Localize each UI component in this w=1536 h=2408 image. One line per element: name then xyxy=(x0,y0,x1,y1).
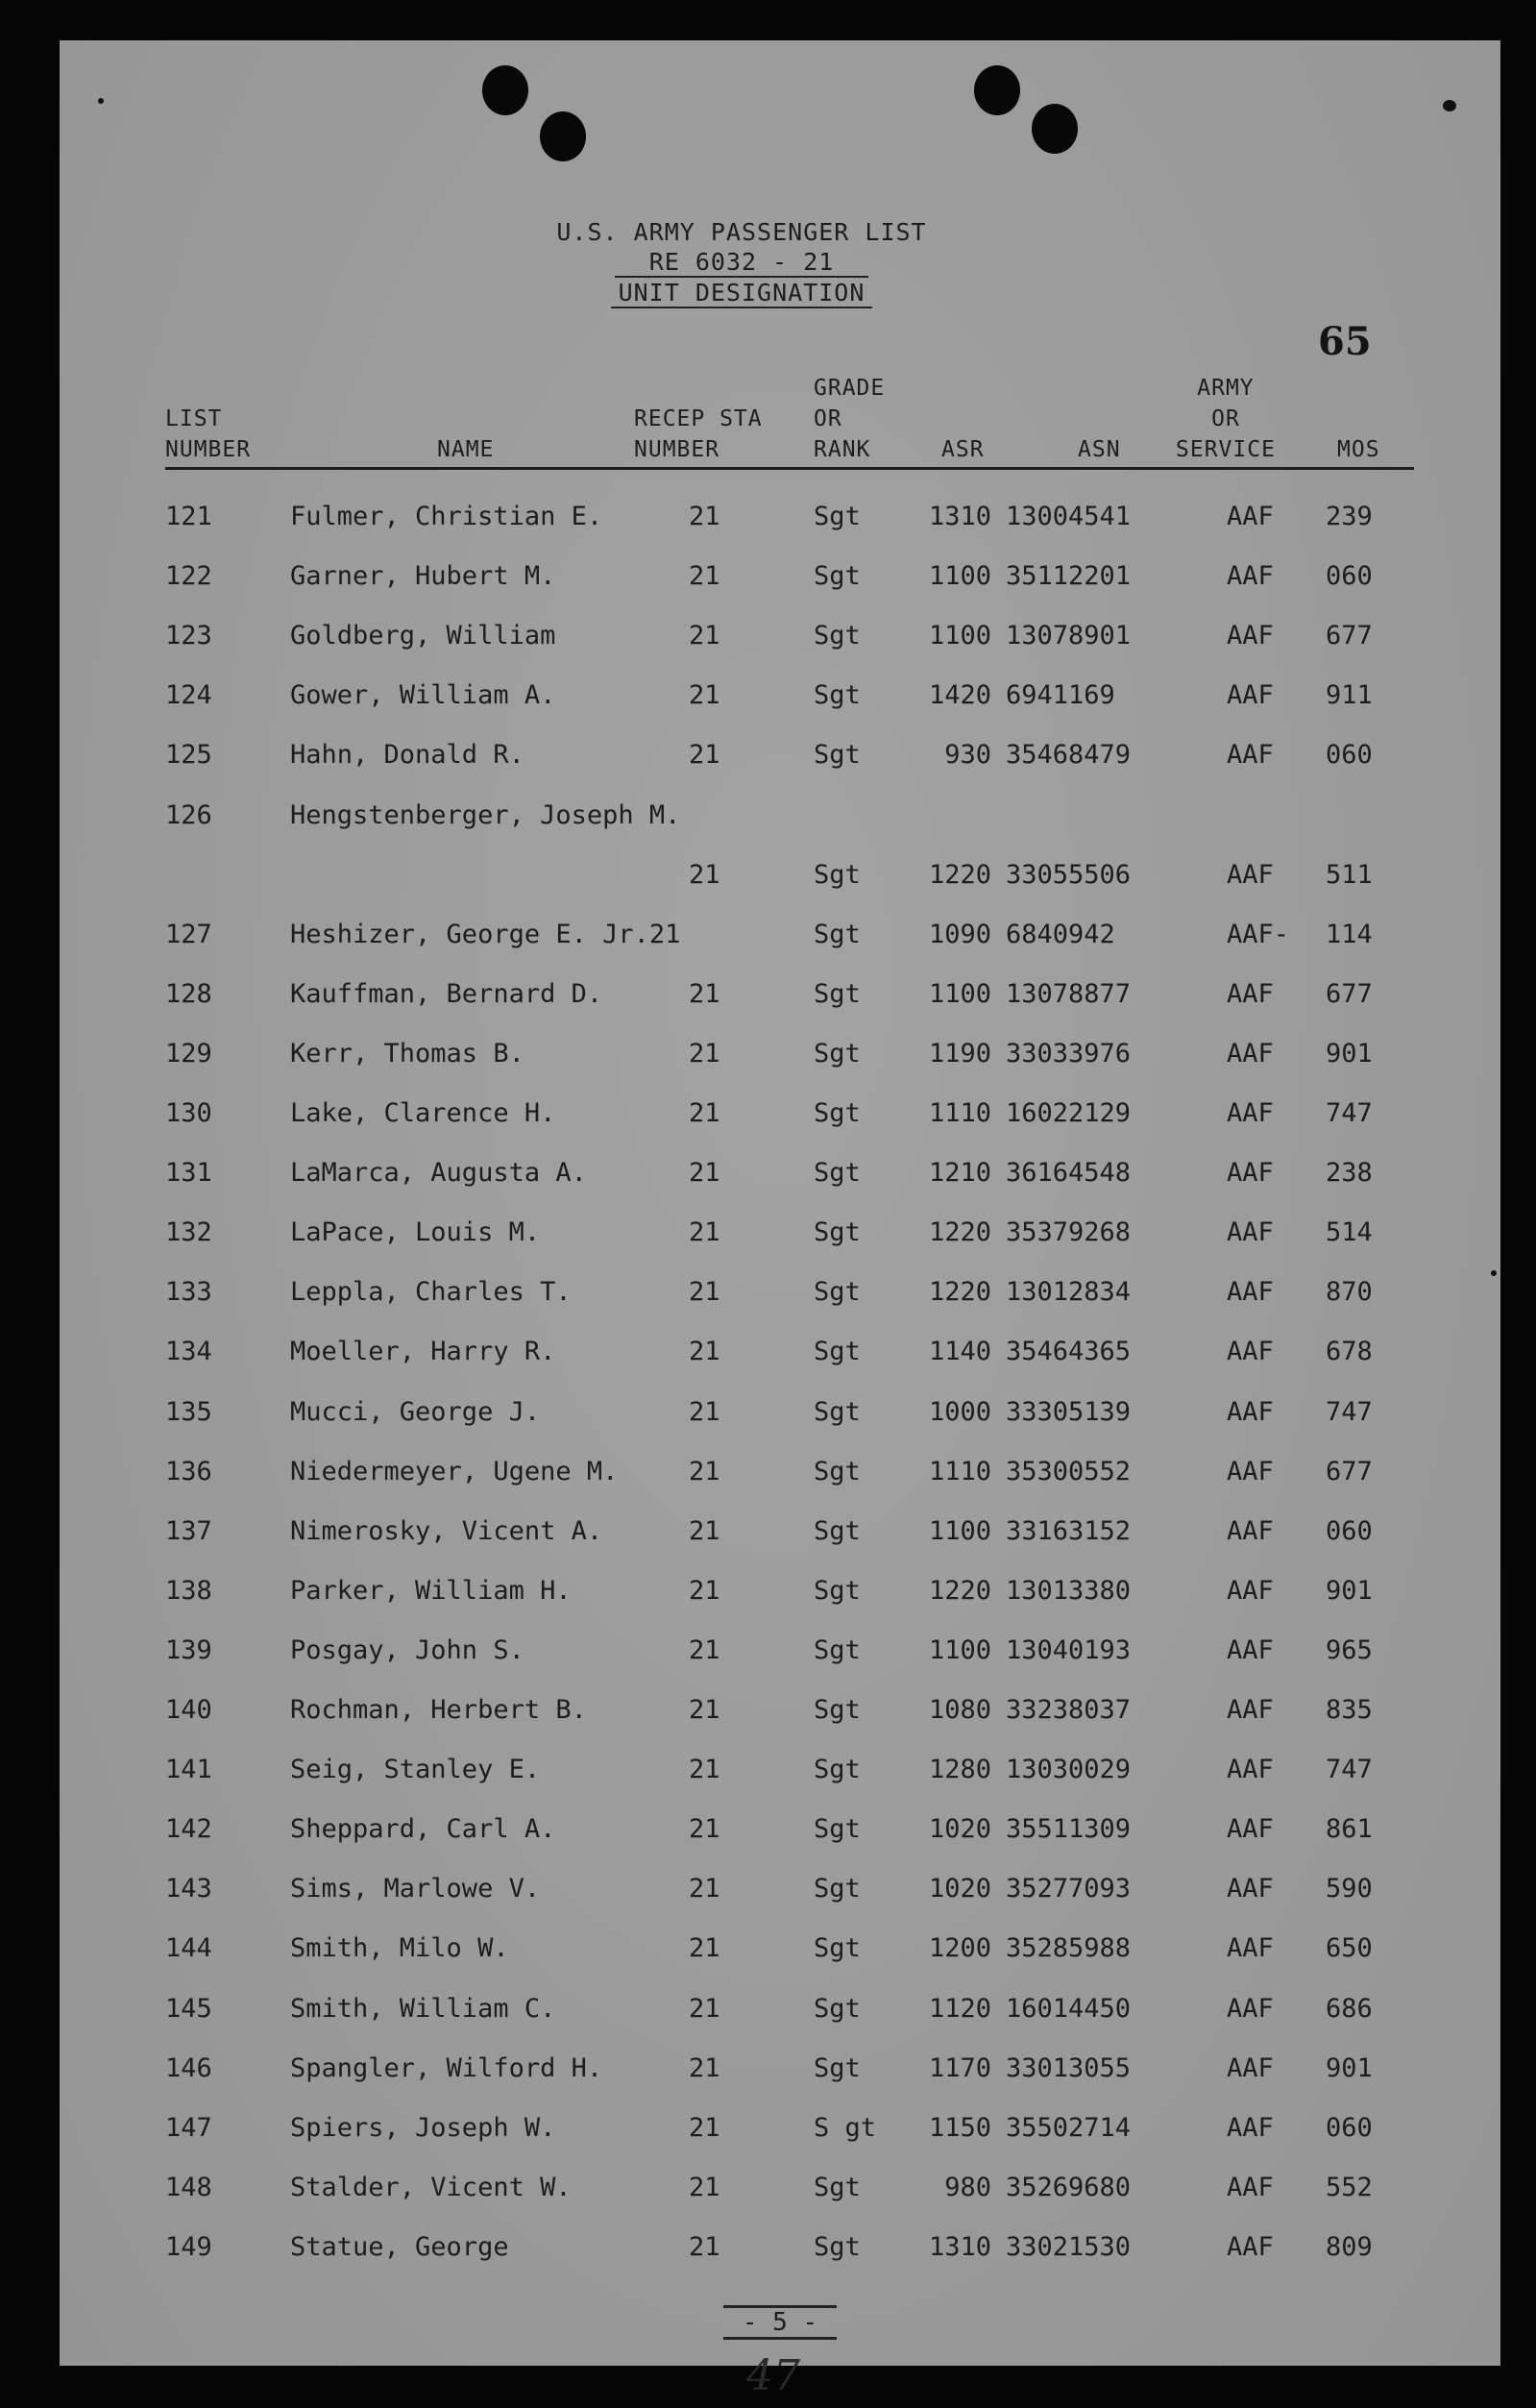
mos-cell: 678 xyxy=(1326,1337,1373,1367)
table-row xyxy=(60,1337,1500,1375)
asr-cell: 1110 xyxy=(928,1456,991,1487)
name-cell: Gower, William A. xyxy=(290,680,556,711)
recep-sta-cell: 21 xyxy=(689,680,720,711)
list-number-cell: 137 xyxy=(165,1515,212,1546)
recep-sta-cell: 21 xyxy=(689,1933,720,1964)
list-number-cell: 138 xyxy=(165,1575,212,1606)
name-cell: Niedermeyer, Ugene M. xyxy=(290,1456,619,1487)
table-row xyxy=(60,1576,1500,1614)
rank-cell: S gt xyxy=(814,2112,877,2143)
asr-cell: 1150 xyxy=(928,2112,991,2143)
header-rule xyxy=(165,467,1414,470)
asr-cell: 1110 xyxy=(928,1098,991,1128)
recep-sta-cell: 21 xyxy=(689,1098,720,1128)
asr-cell: 1020 xyxy=(928,1814,991,1845)
asr-cell: 1000 xyxy=(928,1396,991,1427)
recep-sta-cell: 21 xyxy=(689,1396,720,1427)
speck xyxy=(1443,100,1456,111)
rank-cell: Sgt xyxy=(814,1695,861,1725)
recep-sta-cell: 21 xyxy=(689,1337,720,1367)
table-row xyxy=(60,2173,1500,2211)
name-cell: Spiers, Joseph W. xyxy=(290,2112,556,2143)
asn-cell: 36164548 xyxy=(1006,1158,1132,1189)
recep-sta-cell: 21 xyxy=(689,859,720,890)
mos-cell: 686 xyxy=(1326,1993,1373,2024)
table-row xyxy=(60,2053,1500,2092)
recep-sta-cell: 21 xyxy=(689,1158,720,1189)
asn-cell: 33305139 xyxy=(1006,1396,1132,1427)
column-header-service: ARMY OR SERVICE xyxy=(1176,376,1276,462)
list-number-cell: 122 xyxy=(165,561,212,592)
mos-cell: 590 xyxy=(1326,1874,1373,1904)
recep-sta-cell: 21 xyxy=(689,1874,720,1904)
unit-designation-label: UNIT DESIGNATION xyxy=(21,279,1462,307)
rank-cell: Sgt xyxy=(814,1337,861,1367)
asn-cell: 13078877 xyxy=(1006,978,1132,1009)
name-cell: Moeller, Harry R. xyxy=(290,1337,556,1367)
asn-cell: 6840942 xyxy=(1006,919,1115,949)
recep-sta-cell: 21 xyxy=(689,2112,720,2143)
name-cell: Smith, Milo W. xyxy=(290,1933,509,1964)
document-title: U.S. ARMY PASSENGER LIST xyxy=(556,218,927,246)
column-header-recep-sta: RECEP STA NUMBER xyxy=(634,406,763,462)
table-row xyxy=(60,2113,1500,2151)
name-cell: Sims, Marlowe V. xyxy=(290,1874,541,1904)
recep-sta-cell: 21 xyxy=(689,502,720,531)
recep-sta-cell: 21 xyxy=(689,2231,720,2262)
asn-cell: 13040193 xyxy=(1006,1634,1132,1665)
punch-hole xyxy=(482,65,528,115)
asn-cell: 35277093 xyxy=(1006,1874,1132,1904)
asr-cell: 1100 xyxy=(928,561,991,592)
asr-cell: 1020 xyxy=(928,1874,991,1904)
mos-cell: 060 xyxy=(1326,2112,1373,2143)
column-header-grade: GRADE OR RANK xyxy=(814,376,886,462)
asn-cell: 33055506 xyxy=(1006,859,1132,890)
table-row xyxy=(60,1814,1500,1853)
recep-sta-cell: 21 xyxy=(689,1038,720,1069)
table-row xyxy=(60,561,1500,600)
asr-cell: 1220 xyxy=(928,1277,991,1308)
list-number-cell: 127 xyxy=(165,919,212,949)
asr-cell: 1220 xyxy=(928,1217,991,1248)
list-number-cell: 132 xyxy=(165,1217,212,1248)
list-number-cell: 128 xyxy=(165,978,212,1009)
list-number-cell: 139 xyxy=(165,1634,212,1665)
rank-cell: Sgt xyxy=(814,2172,861,2202)
service-cell: AAF xyxy=(1227,1993,1274,2024)
list-number-cell: 147 xyxy=(165,2112,212,2143)
table-row xyxy=(60,1994,1500,2032)
asn-cell: 35300552 xyxy=(1006,1456,1132,1487)
asr-cell: 930 xyxy=(944,740,991,771)
recep-sta-cell: 21 xyxy=(689,1634,720,1665)
asn-cell: 13030029 xyxy=(1006,1755,1132,1785)
asn-cell: 35285988 xyxy=(1006,1933,1132,1964)
rank-cell: Sgt xyxy=(814,2231,861,2262)
service-cell: AAF xyxy=(1227,502,1274,531)
mos-cell: 650 xyxy=(1326,1933,1373,1964)
column-header-asn: ASN xyxy=(1078,437,1121,462)
service-cell: AAF xyxy=(1227,1814,1274,1845)
name-cell: Hahn, Donald R. xyxy=(290,740,524,771)
mos-cell: 901 xyxy=(1326,2052,1373,2083)
service-cell: AAF xyxy=(1227,1755,1274,1785)
asr-cell: 1220 xyxy=(928,1575,991,1606)
asr-cell: 1190 xyxy=(928,1038,991,1069)
asn-cell: 33021530 xyxy=(1006,2231,1132,2262)
list-number-cell: 131 xyxy=(165,1158,212,1189)
passenger-list-sheet xyxy=(60,40,1500,2400)
name-cell: Heshizer, George E. Jr.21 xyxy=(290,919,681,949)
name-cell: LaMarca, Augusta A. xyxy=(290,1158,587,1189)
asn-cell: 35511309 xyxy=(1006,1814,1132,1845)
asn-cell: 13004541 xyxy=(1006,502,1132,531)
name-cell: Fulmer, Christian E. xyxy=(290,502,603,531)
recep-sta-cell: 21 xyxy=(689,1277,720,1308)
asr-cell: 1310 xyxy=(928,502,991,531)
recep-sta-cell: 21 xyxy=(689,1814,720,1845)
mos-cell: 835 xyxy=(1326,1695,1373,1725)
table-row xyxy=(60,800,1500,839)
asn-cell: 35468479 xyxy=(1006,740,1132,771)
asn-cell: 35112201 xyxy=(1006,561,1132,592)
service-cell: AAF xyxy=(1227,2231,1274,2262)
service-cell: AAF- xyxy=(1227,919,1290,949)
rank-cell: Sgt xyxy=(814,680,861,711)
mos-cell: 870 xyxy=(1326,1277,1373,1308)
service-cell: AAF xyxy=(1227,561,1274,592)
rank-cell: Sgt xyxy=(814,1217,861,1248)
name-cell: Parker, William H. xyxy=(290,1575,572,1606)
table-row xyxy=(60,920,1500,958)
service-cell: AAF xyxy=(1227,1038,1274,1069)
punch-hole xyxy=(540,111,586,161)
asn-cell: 33163152 xyxy=(1006,1515,1132,1546)
asr-cell: 1080 xyxy=(928,1695,991,1725)
column-header-list-number: LIST NUMBER xyxy=(165,406,252,462)
table-row xyxy=(60,621,1500,659)
name-cell: Kerr, Thomas B. xyxy=(290,1038,524,1069)
mos-cell: 901 xyxy=(1326,1575,1373,1606)
mos-cell: 747 xyxy=(1326,1098,1373,1128)
rank-cell: Sgt xyxy=(814,1098,861,1128)
list-number-cell: 145 xyxy=(165,1993,212,2024)
asr-cell: 980 xyxy=(944,2172,991,2202)
service-cell: AAF xyxy=(1227,1874,1274,1904)
rank-cell: Sgt xyxy=(814,1814,861,1845)
asn-cell: 33033976 xyxy=(1006,1038,1132,1069)
name-cell: Stalder, Vicent W. xyxy=(290,2172,572,2202)
table-row xyxy=(60,1516,1500,1555)
service-cell: AAF xyxy=(1227,621,1274,651)
mos-cell: 114 xyxy=(1326,919,1373,949)
speck xyxy=(98,98,104,104)
rank-cell: Sgt xyxy=(814,1396,861,1427)
rank-cell: Sgt xyxy=(814,621,861,651)
mos-cell: 060 xyxy=(1326,740,1373,771)
rank-cell: Sgt xyxy=(814,859,861,890)
service-cell: AAF xyxy=(1227,1456,1274,1487)
service-cell: AAF xyxy=(1227,2112,1274,2143)
table-row xyxy=(60,1457,1500,1495)
name-cell: LaPace, Louis M. xyxy=(290,1217,541,1248)
asn-cell: 33238037 xyxy=(1006,1695,1132,1725)
list-number-cell: 123 xyxy=(165,621,212,651)
rank-cell: Sgt xyxy=(814,1158,861,1189)
asn-cell: 35379268 xyxy=(1006,1217,1132,1248)
asn-cell: 16014450 xyxy=(1006,1993,1132,2024)
table-row xyxy=(60,1933,1500,1972)
asr-cell: 1140 xyxy=(928,1337,991,1367)
punch-hole xyxy=(974,65,1020,115)
asn-cell: 33013055 xyxy=(1006,2052,1132,2083)
asr-cell: 1220 xyxy=(928,859,991,890)
mos-cell: 552 xyxy=(1326,2172,1373,2202)
rank-cell: Sgt xyxy=(814,1515,861,1546)
list-number-cell: 135 xyxy=(165,1396,212,1427)
recep-sta-cell: 21 xyxy=(689,2052,720,2083)
service-cell: AAF xyxy=(1227,1158,1274,1189)
list-number-cell: 149 xyxy=(165,2231,212,2262)
service-cell: AAF xyxy=(1227,2172,1274,2202)
list-number-cell: 148 xyxy=(165,2172,212,2202)
rank-cell: Sgt xyxy=(814,1933,861,1964)
service-cell: AAF xyxy=(1227,1396,1274,1427)
name-cell: Posgay, John S. xyxy=(290,1634,524,1665)
mos-cell: 238 xyxy=(1326,1158,1373,1189)
asr-cell: 1120 xyxy=(928,1993,991,2024)
asn-cell: 13012834 xyxy=(1006,1277,1132,1308)
list-number-cell: 141 xyxy=(165,1755,212,1785)
table-row xyxy=(60,2232,1500,2271)
asr-cell: 1100 xyxy=(928,1515,991,1546)
list-number-cell: 140 xyxy=(165,1695,212,1725)
service-cell: AAF xyxy=(1227,1515,1274,1546)
list-number-cell: 143 xyxy=(165,1874,212,1904)
recep-sta-cell: 21 xyxy=(689,621,720,651)
recep-sta-cell: 21 xyxy=(689,1575,720,1606)
list-number-cell: 130 xyxy=(165,1098,212,1128)
list-number-cell: 146 xyxy=(165,2052,212,2083)
name-cell: Smith, William C. xyxy=(290,1993,556,2024)
recep-sta-cell: 21 xyxy=(689,740,720,771)
table-row xyxy=(60,1755,1500,1793)
service-cell: AAF xyxy=(1227,859,1274,890)
list-number-cell: 129 xyxy=(165,1038,212,1069)
asr-cell: 1170 xyxy=(928,2052,991,2083)
asr-cell: 1420 xyxy=(928,680,991,711)
table-row xyxy=(60,740,1500,778)
recep-sta-cell: 21 xyxy=(689,1755,720,1785)
name-cell: Spangler, Wilford H. xyxy=(290,2052,603,2083)
table-row xyxy=(60,1277,1500,1315)
table-row xyxy=(60,1098,1500,1137)
rank-cell: Sgt xyxy=(814,2052,861,2083)
punch-hole xyxy=(1032,104,1078,154)
footer-page-number: - 5 - xyxy=(60,2308,1500,2337)
asn-cell: 6941169 xyxy=(1006,680,1115,711)
rank-cell: Sgt xyxy=(814,502,861,531)
table-row xyxy=(60,1874,1500,1912)
mos-cell: 060 xyxy=(1326,1515,1373,1546)
name-cell: Nimerosky, Vicent A. xyxy=(290,1515,603,1546)
recep-sta-cell: 21 xyxy=(689,1217,720,1248)
recep-sta-cell: 21 xyxy=(689,978,720,1009)
asn-cell: 35464365 xyxy=(1006,1337,1132,1367)
service-cell: AAF xyxy=(1227,978,1274,1009)
list-number-cell: 136 xyxy=(165,1456,212,1487)
asn-cell: 16022129 xyxy=(1006,1098,1132,1128)
list-number-cell: 121 xyxy=(165,502,212,531)
rank-cell: Sgt xyxy=(814,1634,861,1665)
mos-cell: 677 xyxy=(1326,621,1373,651)
asr-cell: 1090 xyxy=(928,919,991,949)
mos-cell: 677 xyxy=(1326,1456,1373,1487)
mos-cell: 901 xyxy=(1326,1038,1373,1069)
recep-sta-cell: 21 xyxy=(689,1456,720,1487)
rank-cell: Sgt xyxy=(814,1993,861,2024)
column-header-name: NAME xyxy=(437,437,495,462)
asr-cell: 1210 xyxy=(928,1158,991,1189)
rank-cell: Sgt xyxy=(814,919,861,949)
asr-cell: 1280 xyxy=(928,1755,991,1785)
recep-sta-cell: 21 xyxy=(689,561,720,592)
rank-cell: Sgt xyxy=(814,1755,861,1785)
asr-cell: 1100 xyxy=(928,978,991,1009)
asn-cell: 13013380 xyxy=(1006,1575,1132,1606)
asn-cell: 13078901 xyxy=(1006,621,1132,651)
name-cell: Goldberg, William xyxy=(290,621,556,651)
name-cell: Mucci, George J. xyxy=(290,1396,541,1427)
service-cell: AAF xyxy=(1227,1337,1274,1367)
asr-cell: 1100 xyxy=(928,621,991,651)
rank-cell: Sgt xyxy=(814,740,861,771)
mos-cell: 514 xyxy=(1326,1217,1373,1248)
page-number: 65 xyxy=(1318,319,1372,364)
mos-cell: 511 xyxy=(1326,859,1373,890)
service-cell: AAF xyxy=(1227,1634,1274,1665)
asr-cell: 1100 xyxy=(928,1634,991,1665)
service-cell: AAF xyxy=(1227,1217,1274,1248)
name-cell: Leppla, Charles T. xyxy=(290,1277,572,1308)
list-number-cell: 142 xyxy=(165,1814,212,1845)
service-cell: AAF xyxy=(1227,1277,1274,1308)
rank-cell: Sgt xyxy=(814,1575,861,1606)
list-number-cell: 144 xyxy=(165,1933,212,1964)
table-row xyxy=(60,860,1500,898)
mos-cell: 677 xyxy=(1326,978,1373,1009)
rank-cell: Sgt xyxy=(814,1038,861,1069)
recep-sta-cell: 21 xyxy=(689,1695,720,1725)
rank-cell: Sgt xyxy=(814,1874,861,1904)
service-cell: AAF xyxy=(1227,1575,1274,1606)
table-row xyxy=(60,1039,1500,1077)
rank-cell: Sgt xyxy=(814,561,861,592)
table-row xyxy=(60,979,1500,1018)
mos-cell: 809 xyxy=(1326,2231,1373,2262)
recep-sta-cell: 21 xyxy=(689,1515,720,1546)
name-cell: Rochman, Herbert B. xyxy=(290,1695,587,1725)
service-cell: AAF xyxy=(1227,740,1274,771)
table-row xyxy=(60,1158,1500,1196)
name-cell: Statue, George xyxy=(290,2231,509,2262)
service-cell: AAF xyxy=(1227,1695,1274,1725)
asn-cell: 35269680 xyxy=(1006,2172,1132,2202)
table-row xyxy=(60,502,1500,540)
table-row xyxy=(60,680,1500,719)
mos-cell: 911 xyxy=(1326,680,1373,711)
table-row xyxy=(60,1217,1500,1256)
table-row xyxy=(60,1695,1500,1733)
mos-cell: 060 xyxy=(1326,561,1373,592)
mos-cell: 747 xyxy=(1326,1396,1373,1427)
name-cell: Seig, Stanley E. xyxy=(290,1755,541,1785)
asr-cell: 1200 xyxy=(928,1933,991,1964)
name-cell: Hengstenberger, Joseph M. xyxy=(290,799,681,830)
list-number-cell: 125 xyxy=(165,740,212,771)
document-reference: RE 6032 - 21 xyxy=(21,248,1462,276)
list-number-cell: 134 xyxy=(165,1337,212,1367)
service-cell: AAF xyxy=(1227,1098,1274,1128)
rank-cell: Sgt xyxy=(814,978,861,1009)
mos-cell: 965 xyxy=(1326,1634,1373,1665)
table-row xyxy=(60,1635,1500,1674)
column-header-mos: MOS xyxy=(1337,437,1380,462)
mos-cell: 747 xyxy=(1326,1755,1373,1785)
handwritten-number: 47 xyxy=(746,2351,800,2400)
table-row xyxy=(60,1397,1500,1436)
recep-sta-cell: 21 xyxy=(689,1993,720,2024)
asr-cell: 1310 xyxy=(928,2231,991,2262)
name-cell: Sheppard, Carl A. xyxy=(290,1814,556,1845)
recep-sta-cell: 21 xyxy=(689,2172,720,2202)
name-cell: Kauffman, Bernard D. xyxy=(290,978,603,1009)
column-header-asr: ASR xyxy=(941,437,985,462)
list-number-cell: 133 xyxy=(165,1277,212,1308)
service-cell: AAF xyxy=(1227,680,1274,711)
service-cell: AAF xyxy=(1227,2052,1274,2083)
asn-cell: 35502714 xyxy=(1006,2112,1132,2143)
rank-cell: Sgt xyxy=(814,1277,861,1308)
speck xyxy=(1491,1270,1497,1276)
name-cell: Garner, Hubert M. xyxy=(290,561,556,592)
list-number-cell: 126 xyxy=(165,799,212,830)
list-number-cell: 124 xyxy=(165,680,212,711)
mos-cell: 239 xyxy=(1326,502,1373,531)
mos-cell: 861 xyxy=(1326,1814,1373,1845)
service-cell: AAF xyxy=(1227,1933,1274,1964)
rank-cell: Sgt xyxy=(814,1456,861,1487)
name-cell: Lake, Clarence H. xyxy=(290,1098,556,1128)
